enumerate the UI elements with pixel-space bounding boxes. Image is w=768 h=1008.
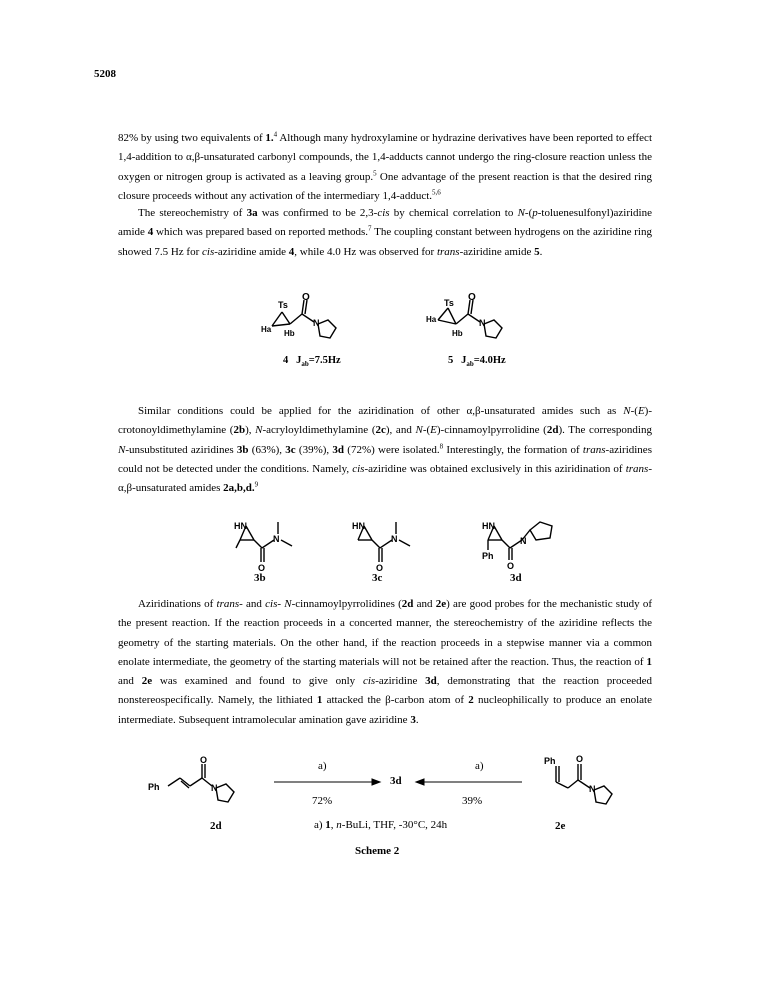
text-segment: 5 — [534, 245, 540, 258]
text-segment: 3 — [410, 713, 416, 726]
text-segment: cis — [362, 675, 376, 688]
text-segment: One advantage of the present reaction is that the desired ring closure proceeds without any activation of the intermediary 1,4-adduct. — [118, 170, 652, 202]
text-segment: 82% by using two equivalents of — [118, 132, 266, 144]
oxygen-label: O — [576, 754, 584, 764]
text-segment: trans — [216, 598, 240, 610]
text-segment: -aziridine — [375, 675, 426, 688]
hn-label: HN — [482, 521, 495, 531]
text-segment: 1. — [265, 132, 274, 144]
oxygen-label: O — [258, 563, 266, 573]
nitrogen-label: N — [273, 534, 280, 544]
text-segment: -unsubstituted aziridines — [125, 443, 237, 456]
text-segment: ), and — [385, 424, 416, 437]
nitrogen-label: N — [589, 784, 596, 794]
paragraph-4 — [118, 595, 652, 730]
text-segment: Aziridinations of — [138, 598, 217, 610]
paragraph-2 — [118, 204, 652, 262]
text-segment: -acryloyldimethylamine ( — [262, 424, 376, 437]
reaction-conditions: a) 1, n-BuLi, THF, -30°C, 24h — [314, 819, 448, 831]
text-segment: -( — [422, 424, 431, 437]
text-segment: 2a,b,d. — [223, 482, 255, 495]
nitrogen-label: N — [479, 318, 486, 328]
ph-label: Ph — [148, 782, 160, 792]
text-segment: )-cinnamoylpyrrolidine ( — [436, 424, 547, 437]
text-segment: trans — [436, 245, 460, 258]
text-segment: was examined and found to give only — [152, 675, 363, 688]
text-segment: 1 — [646, 655, 652, 668]
text-segment: . — [415, 713, 419, 726]
text-segment: trans — [625, 462, 649, 475]
text-segment: nucleophilically to produce an enolate intermediate. Subsequent intramolecular amination gave aziridine — [118, 694, 652, 726]
text-segment: E — [430, 424, 437, 437]
caption-compound-5: 5 $J_{ab}=4.0Hz$ — [448, 355, 506, 369]
oxygen-label: O — [507, 561, 515, 571]
text-segment: (63%), — [248, 443, 286, 456]
text-segment: 1 — [316, 694, 323, 707]
text-segment: N — [255, 424, 263, 437]
text-segment: )-crotonoyldimethylamine ( — [118, 405, 652, 437]
text-segment: cis — [265, 598, 278, 610]
text-segment: 4 — [147, 226, 154, 239]
text-segment: 3d — [425, 675, 437, 688]
yield-left: 72% — [312, 795, 333, 807]
text-segment: -aziridines could not be detected under the conditions. Namely, — [118, 443, 652, 475]
text-segment: N — [623, 405, 631, 417]
text-segment: The coupling constant between hydrogens on the aziridine ring showed 7.5 Hz for — [118, 226, 652, 258]
text-segment: 4 — [273, 130, 278, 139]
oxygen-label: O — [200, 755, 208, 765]
oxygen-label: O — [302, 292, 310, 303]
text-segment: -aziridine amide — [459, 245, 535, 258]
arrow-left-label: a) — [318, 760, 327, 772]
arrow-right-label: a) — [475, 760, 484, 772]
paragraph-3 — [118, 402, 652, 498]
text-segment: N — [517, 207, 525, 219]
text-segment: ). The corresponding — [558, 424, 652, 437]
text-segment: - and — [239, 598, 266, 610]
label-2e: 2e — [555, 820, 566, 832]
text-segment: 2d — [401, 598, 414, 610]
label-2d: 2d — [210, 820, 222, 832]
text-segment: N — [284, 598, 292, 610]
text-segment: 9 — [254, 480, 259, 489]
structure-compound-3c — [350, 512, 440, 572]
page-number: 5208 — [94, 68, 116, 80]
paragraph-1 — [118, 129, 652, 206]
text-segment: ) are good probes for the mechanistic study of the present reaction. If the reaction proceeds in a concerted manner, the stereochemistry of the aziridine reflects the geometry of the starting materials. On the other hand, if the reaction proceeds in a stepwise manner via a common enolate intermediate, the geometry of the starting materials will not be retained after the reaction. Thus, the reaction of — [118, 598, 653, 668]
text-segment: Although many hydroxylamine or hydrazine derivatives have been reported to effect 1,4-addition to α,β-unsaturated carbonyl compounds, the 1,4-adducts cannot undergo the ring-closure reaction unless the oxygen or nitrogen group is activated as a leaving group. — [118, 132, 652, 183]
yield-right: 39% — [462, 795, 483, 807]
ts-label: Ts — [278, 300, 288, 310]
scheme-title: Scheme 2 — [355, 845, 400, 857]
text-segment: -aziridine amide — [214, 245, 289, 258]
oxygen-label: O — [376, 563, 384, 573]
text-segment: 3a — [246, 207, 258, 219]
nitrogen-label: N — [520, 536, 527, 546]
caption-compound-4: 4 $J_{ab}=7.5Hz$ — [283, 355, 341, 369]
text-segment: was confirmed to be 2,3- — [257, 207, 378, 219]
text-segment: and — [118, 675, 142, 688]
nitrogen-label: N — [391, 534, 398, 544]
text-segment: N — [118, 443, 126, 456]
text-segment: 5 — [373, 168, 377, 177]
text-segment: 3c — [285, 443, 296, 456]
text-segment: -aziridine was obtained exclusively in this aziridination of — [364, 462, 626, 475]
label-3d: 3d — [510, 572, 522, 584]
text-segment: and — [413, 598, 436, 610]
text-segment: (39%), — [295, 443, 333, 456]
text-segment: -( — [630, 405, 638, 417]
text-segment: -( — [524, 207, 533, 219]
text-segment: - — [277, 598, 285, 610]
hb-label: Hb — [452, 329, 463, 338]
text-segment: 2c — [375, 424, 386, 437]
text-segment: 8 — [439, 441, 444, 450]
nitrogen-label: N — [211, 783, 218, 793]
structure-compound-2d — [148, 755, 258, 814]
text-segment: cis — [352, 462, 365, 475]
text-segment: attacked the β-carbon atom of — [322, 694, 469, 707]
text-segment: -α,β-unsaturated amides — [118, 462, 652, 495]
text-segment: which was prepared based on reported methods. — [153, 226, 369, 239]
text-segment: by chemical correlation to — [389, 207, 518, 219]
text-segment: trans — [582, 443, 606, 456]
text-segment: 5,6 — [432, 188, 441, 197]
ts-label: Ts — [444, 298, 454, 308]
text-segment: ), — [245, 424, 256, 437]
text-segment: 2e — [435, 598, 447, 610]
label-3b: 3b — [254, 572, 266, 584]
hn-label: HN — [352, 521, 365, 531]
text-segment: 3d — [332, 443, 345, 456]
text-segment: 2b — [233, 424, 246, 437]
text-segment: . — [539, 245, 543, 258]
hn-label: HN — [234, 521, 247, 531]
text-segment: Similar conditions could be applied for the aziridination of other α,β-unsaturated amides such as — [138, 405, 624, 417]
ph-label: Ph — [482, 551, 494, 561]
text-segment: 2e — [141, 675, 153, 688]
text-segment: -cinnamoylpyrrolidines ( — [291, 598, 402, 610]
text-segment: E — [637, 405, 645, 417]
scheme-arrows — [268, 772, 568, 792]
nitrogen-label: N — [313, 318, 320, 328]
text-segment: 4 — [288, 245, 295, 258]
text-segment: 2d — [546, 424, 559, 437]
scheme-product-3d: 3d — [390, 775, 402, 787]
text-segment: cis — [202, 245, 215, 258]
text-segment: cis — [377, 207, 390, 219]
oxygen-label: O — [468, 292, 476, 303]
text-segment: The stereochemistry of — [138, 207, 247, 219]
text-segment: , while 4.0 Hz was observed for — [294, 245, 437, 258]
hb-label: Hb — [284, 329, 295, 338]
ha-label: Ha — [261, 325, 272, 334]
structure-compound-3d — [480, 512, 580, 572]
structure-compound-5 — [426, 294, 536, 354]
text-segment: Interestingly, the formation of — [443, 443, 583, 456]
text-segment: p — [532, 207, 538, 219]
structure-compound-4 — [262, 294, 372, 354]
structure-compound-3b — [232, 512, 322, 572]
text-segment: 3b — [236, 443, 249, 456]
text-segment: 7 — [368, 224, 372, 233]
label-3c: 3c — [372, 572, 383, 584]
text-segment: (72%) were isolated. — [344, 443, 440, 456]
text-segment: N — [415, 424, 423, 437]
text-segment: 2 — [468, 694, 474, 707]
ha-label: Ha — [426, 315, 437, 324]
ph-label: Ph — [544, 756, 556, 766]
text-segment: , demonstrating that the reaction proceeded nonstereospecifically. Namely, the lithiated — [118, 675, 652, 707]
text-segment: -toluenesulfonyl)aziridine amide — [118, 207, 652, 239]
